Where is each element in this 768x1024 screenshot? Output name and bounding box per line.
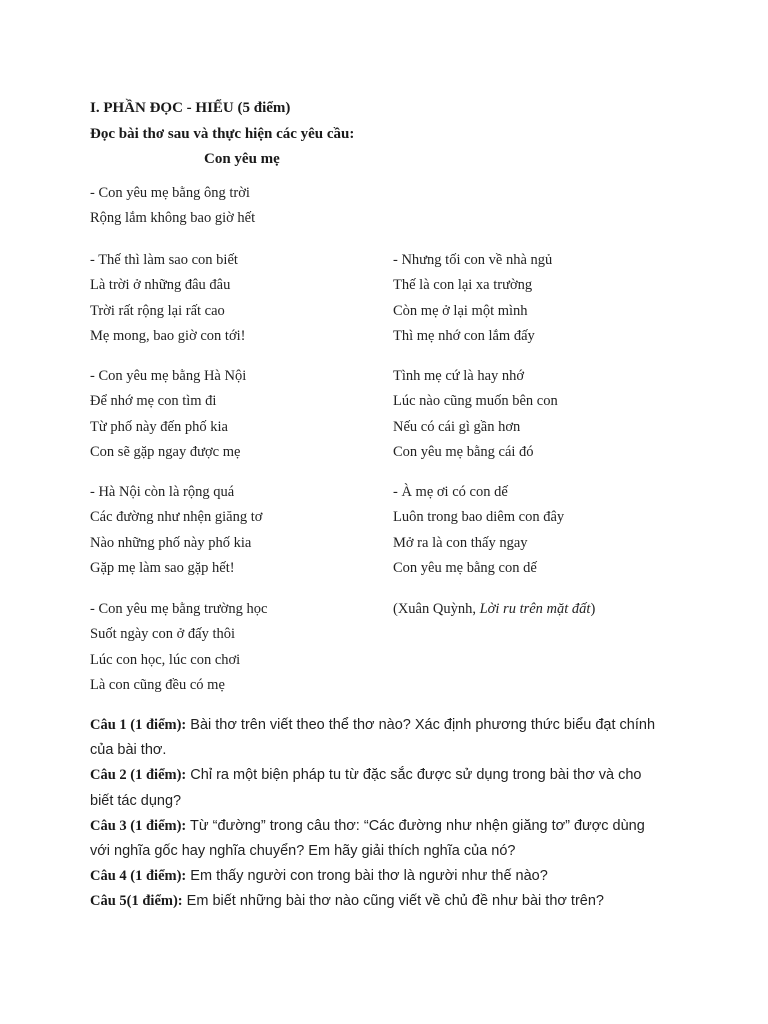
poem-line: Nếu có cái gì gần hơn [393, 418, 521, 435]
instruction: Đọc bài thơ sau và thực hiện các yêu cầu: [90, 126, 355, 142]
questions-block [90, 713, 690, 915]
poem-line: Gặp mẹ làm sao gặp hết! [90, 559, 235, 576]
poem-line: - Thế thì làm sao con biết [90, 252, 238, 268]
question-1 [90, 713, 690, 738]
poem-line: - Con yêu mẹ bằng trường học [90, 601, 268, 617]
question-text: Bài thơ trên viết theo thể thơ nào? Xác định phương thức biểu đạt chính [186, 717, 656, 733]
poem-stanza-right-3 [393, 480, 564, 581]
poem-line: Lúc nào cũng muốn bên con [393, 393, 558, 410]
question-label: Câu 3 (1 điểm): [90, 817, 187, 834]
poem-line: Trời rất rộng lại rất cao [90, 302, 225, 319]
question-label: Câu 4 (1 điểm): [90, 868, 187, 885]
poem-line: - Nhưng tối con về nhà ngủ [393, 252, 553, 268]
poem-line: - À mẹ ơi có con dế [393, 484, 508, 500]
poem-line: Tình mẹ cứ là hay nhớ [393, 368, 525, 384]
question-text: Từ “đường” trong câu thơ: “Các đường như nhện giăng tơ” được dùng [186, 817, 645, 834]
poem-line: Mẹ mong, bao giờ con tới! [90, 327, 246, 344]
question-label: Câu 5(1 điểm): [90, 893, 183, 910]
poem-stanza-left-5 [90, 597, 267, 698]
question-label: Câu 2 (1 điểm): [90, 767, 187, 784]
question-2 [90, 763, 690, 788]
poem-title: Con yêu mẹ [204, 151, 280, 167]
poem-line: Con yêu mẹ bằng con dế [393, 559, 537, 576]
section-title: I. PHẦN ĐỌC - HIỂU (5 điểm) [90, 100, 291, 116]
poem-line: Con yêu mẹ bằng cái đó [393, 443, 534, 460]
poem-line: Từ phố này đến phố kia [90, 418, 228, 435]
question-text: biết tác dụng? [90, 792, 182, 809]
poem-line: Con sẽ gặp ngay được mẹ [90, 443, 241, 460]
poem-stanza-left-4 [90, 480, 262, 581]
poem-stanza-right-2 [393, 364, 558, 465]
poem-line: Rộng lắm không bao giờ hết [90, 210, 256, 227]
poem-line: Là con cũng đều có mẹ [90, 676, 225, 693]
source-author: (Xuân Quỳnh, [393, 601, 480, 617]
question-5 [90, 889, 690, 914]
poem-line: Mở ra là con thấy ngay [393, 534, 528, 551]
poem-line: - Con yêu mẹ bằng Hà Nội [90, 368, 247, 384]
poem-line: Luôn trong bao diêm con đây [393, 509, 565, 526]
poem-stanza-left-1 [90, 181, 255, 232]
poem-line: Thì mẹ nhớ con lắm đấy [393, 327, 535, 344]
poem-line: Lúc con học, lúc con chơi [90, 651, 241, 668]
poem-stanza-right-1 [393, 248, 552, 349]
poem-line: Thế là con lại xa trường [393, 277, 533, 294]
question-text: Em biết những bài thơ nào cũng viết về chủ đề như bài thơ trên? [182, 893, 604, 910]
poem-line: Để nhớ mẹ con tìm đi [90, 393, 217, 410]
poem-line: Còn mẹ ở lại một mình [393, 302, 528, 319]
source-work: Lời ru trên mặt đất [479, 601, 591, 617]
poem-line: - Hà Nội còn là rộng quá [90, 484, 235, 500]
question-3 [90, 814, 690, 839]
poem-stanza-left-2 [90, 248, 245, 349]
poem-line: Suốt ngày con ở đấy thôi [90, 626, 235, 643]
poem-line: - Con yêu mẹ bằng ông trời [90, 185, 250, 201]
question-text: của bài thơ. [90, 742, 167, 759]
question-text: Chỉ ra một biện pháp tu từ đặc sắc được sử dụng trong bài thơ và cho [186, 767, 642, 784]
source-close: ) [590, 601, 596, 617]
poem-line: Nào những phố này phố kia [90, 534, 252, 551]
poem-line: Là trời ở những đâu đâu [90, 277, 231, 294]
poem-source [393, 597, 595, 622]
question-text: Em thấy người con trong bài thơ là người như thế nào? [186, 868, 548, 885]
question-label: Câu 1 (1 điểm): [90, 717, 187, 733]
poem-line: Các đường như nhện giăng tơ [90, 509, 263, 526]
question-4 [90, 864, 690, 889]
question-text: với nghĩa gốc hay nghĩa chuyển? Em hãy giải thích nghĩa của nó? [90, 842, 516, 859]
poem-stanza-left-3 [90, 364, 246, 465]
